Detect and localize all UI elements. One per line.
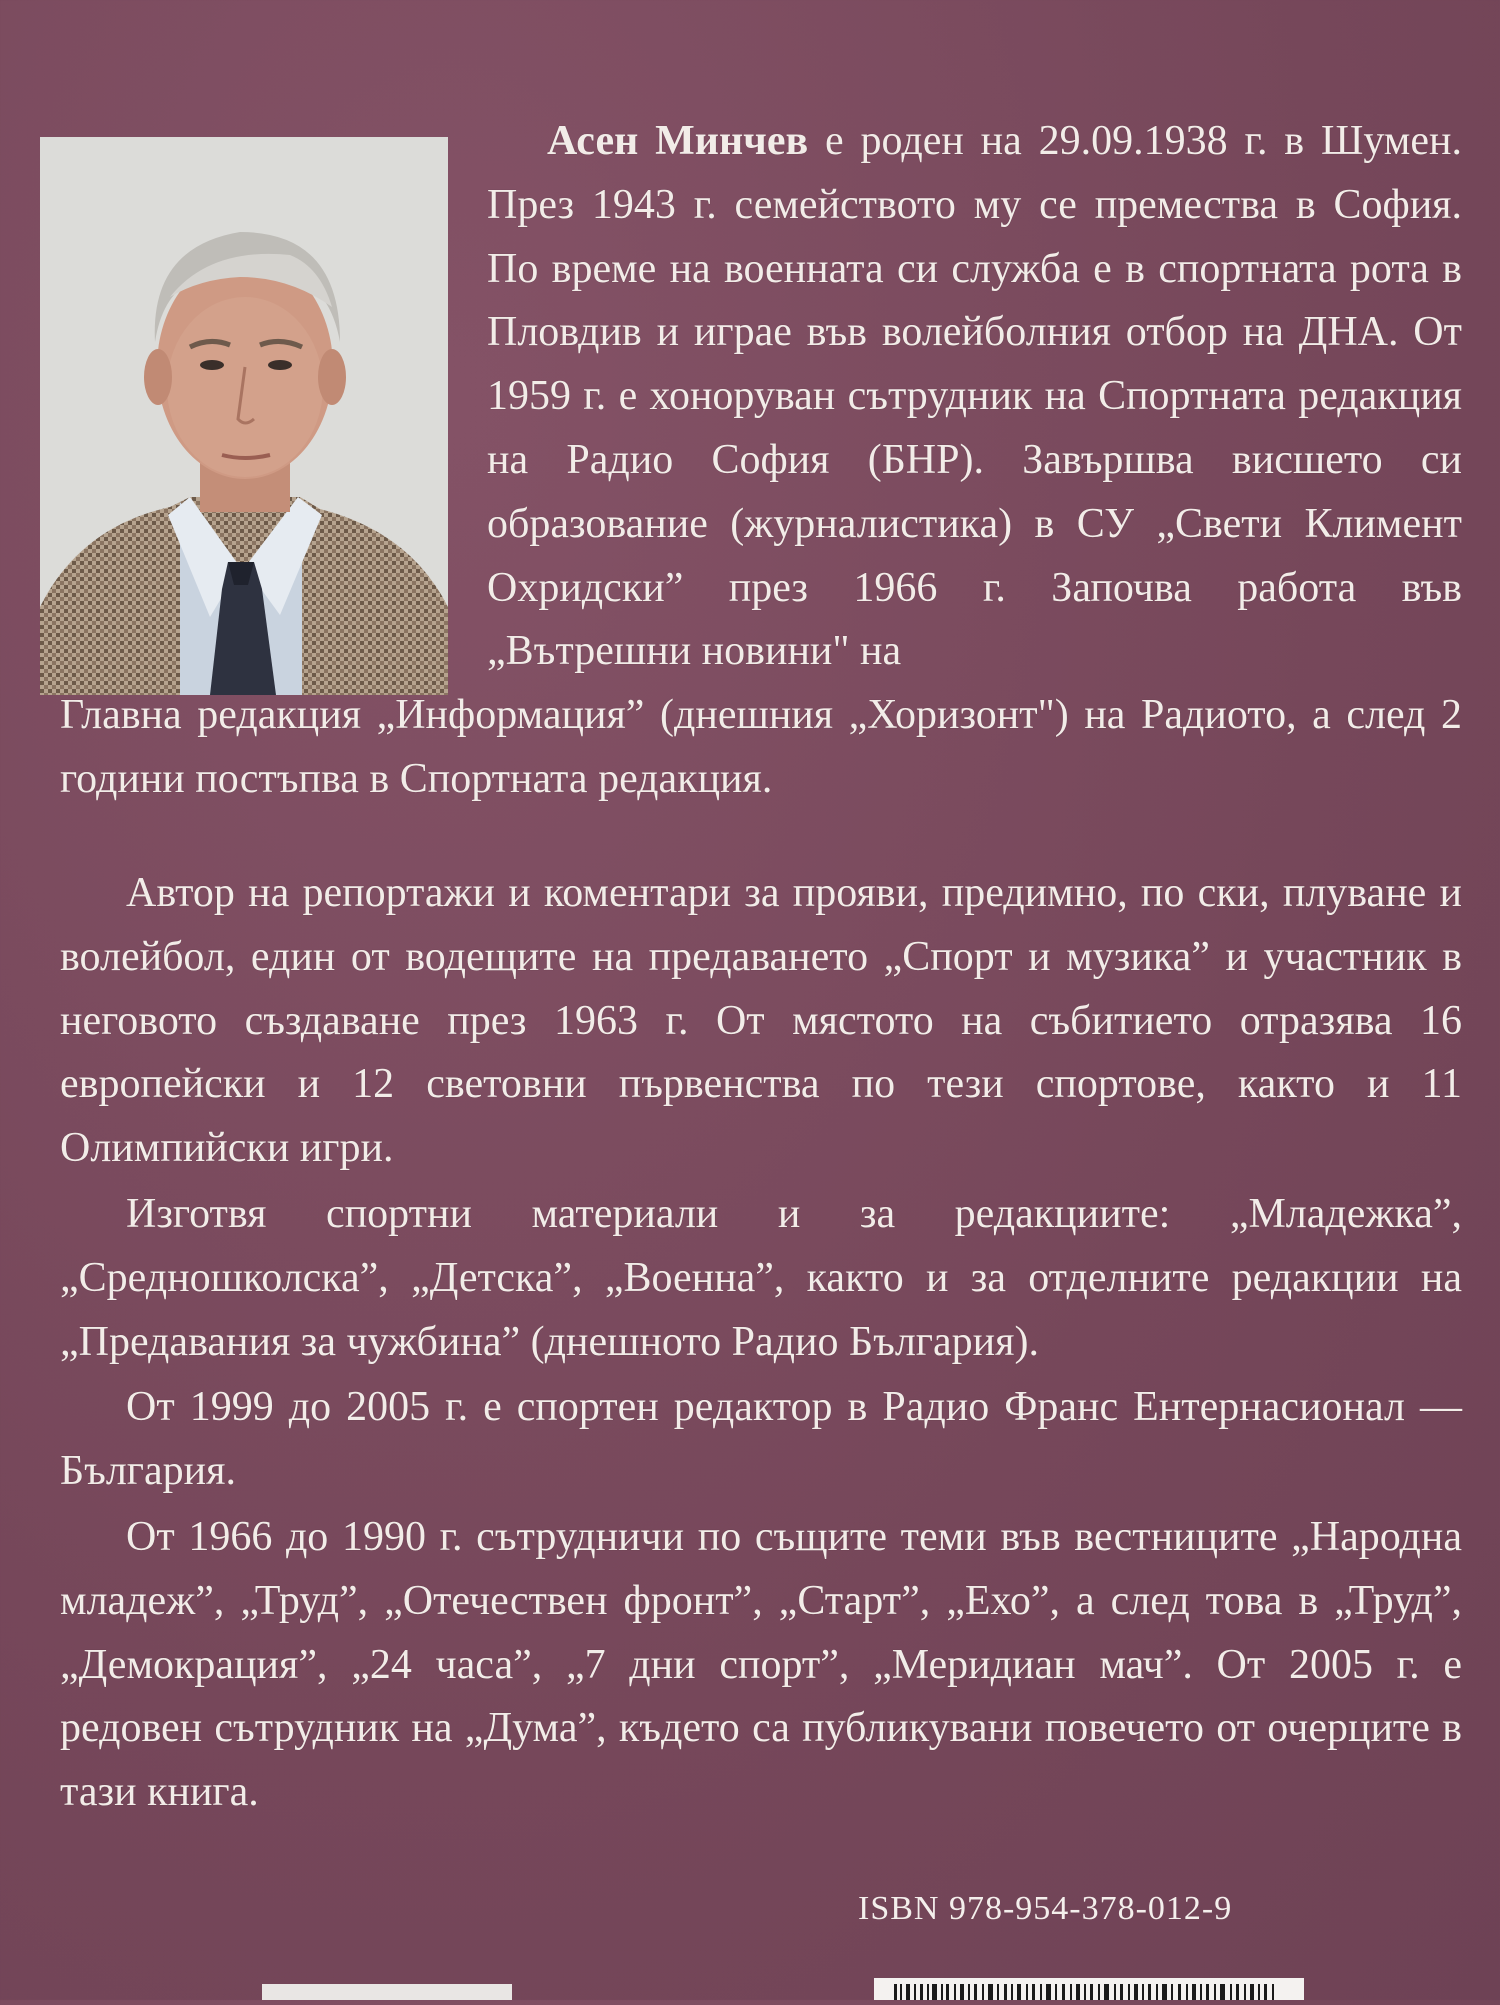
paragraph-reports: Автор на репортажи и коментари за прояви, предимно, по ски, плуване и волейбол, един от водещите на предаването „Спорт и музика” и участник в неговото създаване през 1963 г. От мястото на събитието отразява 16 европейски и 12 световни първенства по тези спортове, както и 11 Олимпийски игри. (60, 870, 1462, 1172)
sticker-fragment (262, 1984, 512, 2000)
paragraph-materials: Изготвя спортни материали и за редакциите: „Младежка”, „Средношколска”, „Детска”, „Военна”, както и за отделните редакции на „Предавания за чужбина” (днешното Радио България). (60, 1190, 1462, 1365)
intro-paragraph (487, 110, 1462, 684)
barcode-bars (874, 1978, 1304, 2000)
paragraph-rfi: От 1999 до 2005 г. е спортен редактор в Радио Франс Ентернасионал — България. (60, 1384, 1462, 1495)
intro-continuation (60, 684, 1462, 812)
paragraph-newspapers: От 1966 до 1990 г. сътрудничи по същите теми във вестниците „Народна младеж”, „Труд”, „Отечествен фронт”, „Старт”, „Ехо”, а след това в „Труд”, „Демокрация”, „24 часа”, „7 дни спорт”, „Меридиан мач”. От 2005 г. е редовен сътрудник на „Дума”, където са публикувани повечето от очерците в тази книга. (60, 1513, 1462, 1816)
biography-body (60, 862, 1462, 1825)
intro-tail-text: Главна редакция „Информация” (днешния „Хоризонт") на Радиото, а след 2 години постъпва в Спортната редакция. (60, 692, 1462, 802)
author-name: Асен Минчев (547, 118, 809, 164)
barcode (874, 1978, 1304, 2000)
author-photo (40, 137, 448, 695)
intro-text: е роден на 29.09.1938 г. в Шумен. През 1943 г. семейството му се премества в София. По време на военната си служба е в спортната рота в Пловдив и играе във волейболния отбор на ДНА. От 1959 г. е хоноруван сътрудник на Спортната редакция на Радио София (БНР). Завършва висшето си образование (журналистика) в СУ „Свети Климент Охридски” през 1966 г. Започва работа във „Вътрешни новини" на (487, 118, 1463, 675)
isbn-label: ISBN 978-954-378-012-9 (858, 1890, 1233, 1927)
